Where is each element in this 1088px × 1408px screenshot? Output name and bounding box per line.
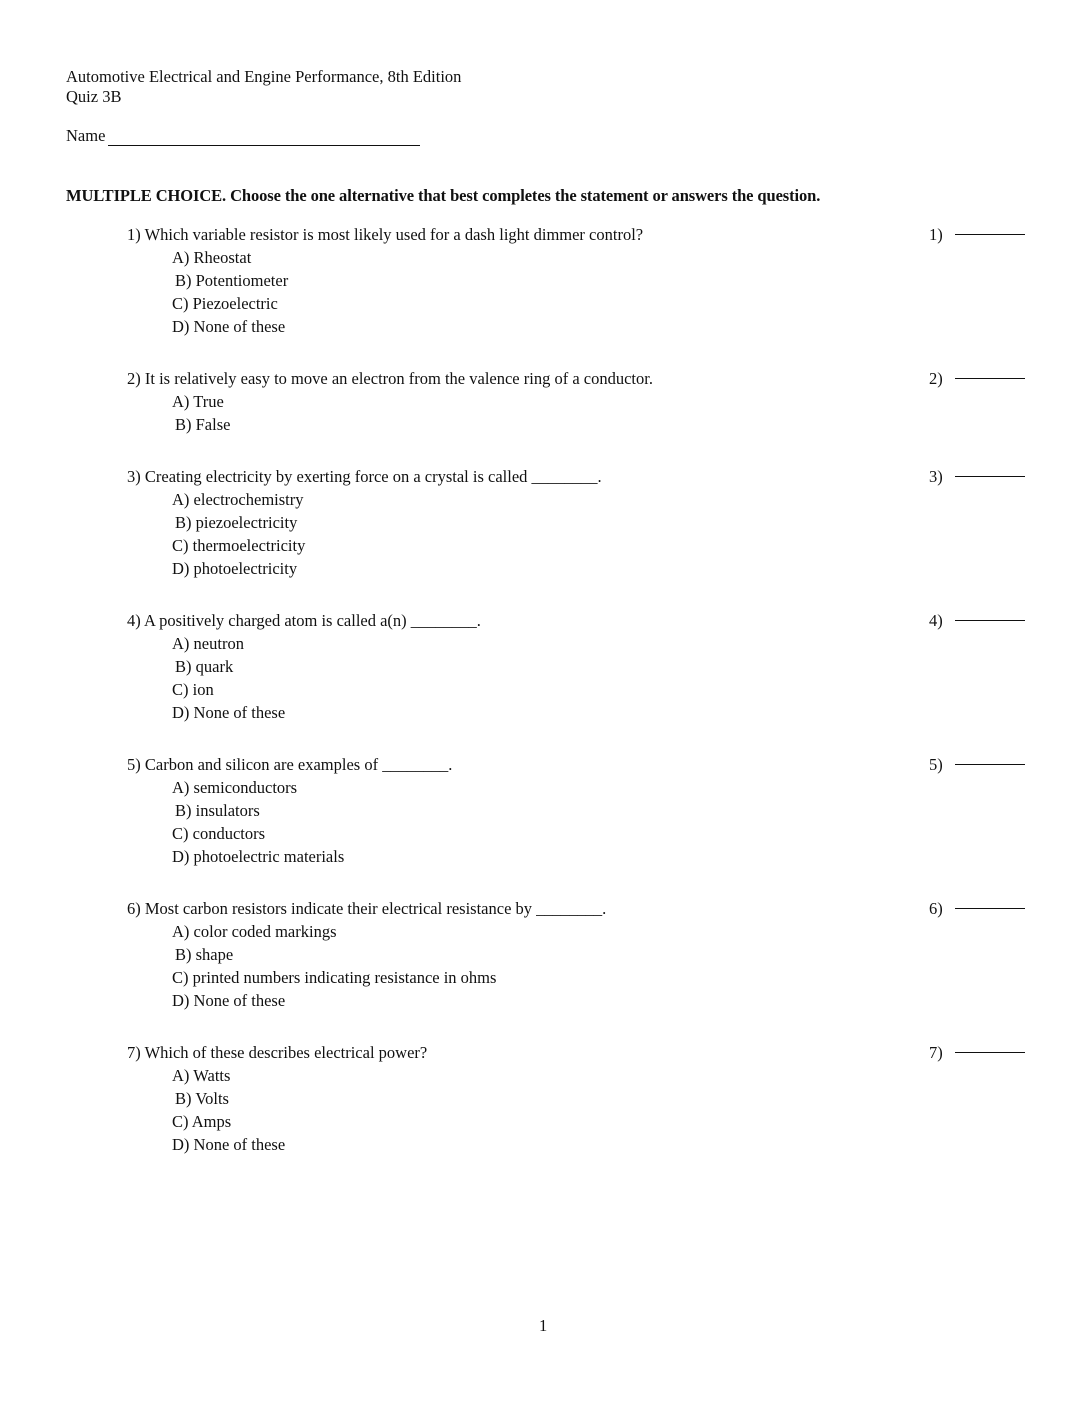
answer-blank[interactable] bbox=[955, 908, 1025, 909]
question-stem: 2) It is relatively easy to move an electron from the valence ring of a conductor. bbox=[127, 369, 653, 388]
answer-option[interactable]: D) None of these bbox=[172, 703, 286, 722]
question-stem: 1) Which variable resistor is most likely used for a dash light dimmer control? bbox=[127, 225, 644, 244]
answer-option[interactable]: C) Piezoelectric bbox=[172, 294, 278, 313]
answer-number: 7) bbox=[929, 1043, 943, 1062]
answer-option[interactable]: D) None of these bbox=[172, 317, 286, 336]
answer-option[interactable]: B) shape bbox=[175, 945, 234, 964]
answer-option[interactable]: B) insulators bbox=[175, 801, 260, 820]
answer-option[interactable]: B) False bbox=[175, 415, 231, 434]
quiz-title: Quiz 3B bbox=[66, 87, 122, 106]
question-stem: 4) A positively charged atom is called a(n) ________. bbox=[127, 611, 481, 630]
name-input-line[interactable] bbox=[108, 145, 420, 146]
answer-option[interactable]: D) None of these bbox=[172, 1135, 286, 1154]
answer-blank[interactable] bbox=[955, 620, 1025, 621]
answer-option[interactable]: A) neutron bbox=[172, 634, 244, 653]
answer-number: 4) bbox=[929, 611, 943, 630]
answer-option[interactable]: C) thermoelectricity bbox=[172, 536, 306, 555]
answer-number: 6) bbox=[929, 899, 943, 918]
answer-option[interactable]: A) electrochemistry bbox=[172, 490, 304, 509]
answer-number: 1) bbox=[929, 225, 943, 244]
answer-option[interactable]: C) ion bbox=[172, 680, 214, 699]
answer-option[interactable]: A) True bbox=[172, 392, 224, 411]
name-label: Name bbox=[66, 126, 106, 145]
instructions: MULTIPLE CHOICE. Choose the one alternative that best completes the statement or answers the question. bbox=[66, 186, 821, 205]
question-stem: 5) Carbon and silicon are examples of ________. bbox=[127, 755, 453, 774]
answer-option[interactable]: A) Watts bbox=[172, 1066, 231, 1085]
answer-option[interactable]: D) photoelectricity bbox=[172, 559, 298, 578]
answer-option[interactable]: B) piezoelectricity bbox=[175, 513, 298, 532]
answer-blank[interactable] bbox=[955, 476, 1025, 477]
answer-option[interactable]: B) Volts bbox=[175, 1089, 229, 1108]
answer-option[interactable]: C) printed numbers indicating resistance in ohms bbox=[172, 968, 497, 987]
answer-number: 3) bbox=[929, 467, 943, 486]
answer-blank[interactable] bbox=[955, 1052, 1025, 1053]
answer-option[interactable]: B) Potentiometer bbox=[175, 271, 289, 290]
answer-number: 2) bbox=[929, 369, 943, 388]
question-stem: 6) Most carbon resistors indicate their electrical resistance by ________. bbox=[127, 899, 607, 918]
answer-number: 5) bbox=[929, 755, 943, 774]
answer-option[interactable]: D) photoelectric materials bbox=[172, 847, 345, 866]
answer-option[interactable]: A) semiconductors bbox=[172, 778, 298, 797]
answer-option[interactable]: A) Rheostat bbox=[172, 248, 252, 267]
answer-option[interactable]: D) None of these bbox=[172, 991, 286, 1010]
course-title: Automotive Electrical and Engine Performance, 8th Edition bbox=[66, 67, 462, 86]
answer-blank[interactable] bbox=[955, 378, 1025, 379]
question-stem: 3) Creating electricity by exerting force on a crystal is called ________. bbox=[127, 467, 602, 486]
answer-option[interactable]: A) color coded markings bbox=[172, 922, 337, 941]
answer-option[interactable]: C) Amps bbox=[172, 1112, 232, 1131]
question-stem: 7) Which of these describes electrical power? bbox=[127, 1043, 428, 1062]
answer-option[interactable]: C) conductors bbox=[172, 824, 266, 843]
answer-blank[interactable] bbox=[955, 764, 1025, 765]
page-number: 1 bbox=[539, 1316, 548, 1335]
answer-blank[interactable] bbox=[955, 234, 1025, 235]
answer-option[interactable]: B) quark bbox=[175, 657, 234, 676]
